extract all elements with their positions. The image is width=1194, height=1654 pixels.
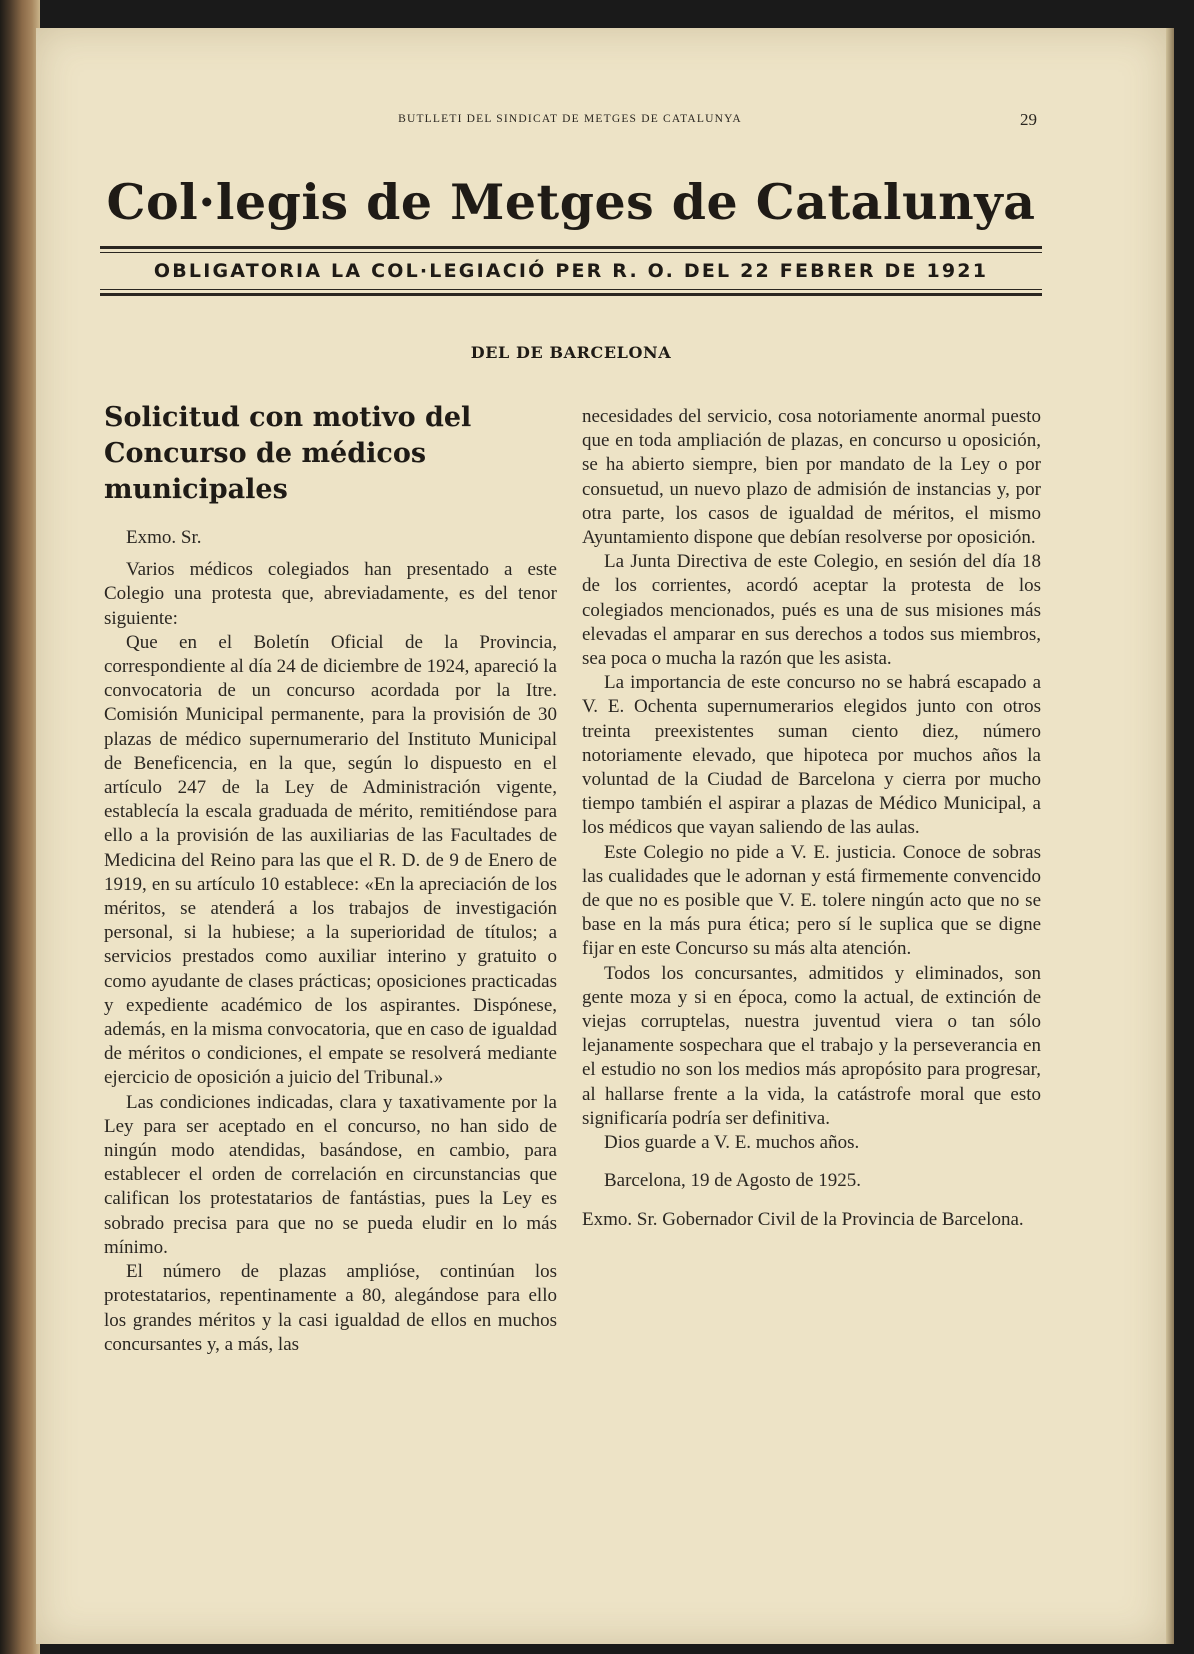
masthead-rule-bottom-thin (100, 289, 1042, 290)
masthead-rule-bottom-thick (100, 293, 1042, 296)
masthead-rule-top-thick (100, 246, 1042, 249)
column-left (104, 400, 557, 1357)
masthead-rule-top-thin (100, 252, 1042, 253)
section-label: DEL DE BARCELONA (470, 343, 672, 362)
page-number: 29 (1020, 110, 1037, 129)
paragraph: Todos los concursantes, admitidos y eliminados, son gente moza y si en época, como la actual, de extinción de viejas corruptelas, nuestra juventud viera o tan sólo lejanamente sospechara que el trabajo y la perseverancia en el estudio no son los medios más apropósito para progresar, al hallarse frente a la vida, la catástrofe moral que esto significaría podría ser definitiva. (582, 962, 1041, 1129)
paragraph: Este Colegio no pide a V. E. justicia. Conoce de sobras las cualidades que le adornan y está firmemente convencido de que no es posible que V. E. tolere ningún acto que no se base en la más pura ética; pero sí le suplica que se digne fijar en este Concurso su más alta atención. (582, 841, 1041, 960)
masthead-title: Col·legis de Metges de Catalunya (106, 173, 1036, 231)
paragraph: Las condiciones indicadas, clara y taxativamente por la Ley para ser aceptado en el concurso, no han sido de ningún modo atendidas, basándose, en cambio, para establecer el orden de correlación en circunstancias que califican los protestatarios de fantástias, pues la Ley es sobrado precisa para que no se pueda eludir en lo más mínimo. (104, 1091, 557, 1258)
paragraph: Que en el Boletín Oficial de la Provincia, correspondiente al día 24 de diciembre de 1924, apareció la convocatoria de un concurso acordada por la Itre. Comisión Municipal permanente, para la provisión de 30 plazas de médico supernumerario del Instituto Municipal de Beneficencia, en la que, según lo dispuesto en el artículo 247 de la Ley de Administración vigente, establecía la escala graduada de mérito, remitiéndose para ello a la provisión de las auxiliarias de las Facultades de Medicina del Reino para las que el R. D. de 9 de Enero de 1919, en su artículo 10 establece: «En la apreciación de los méritos, se atenderá a los trabajos de investigación personal, si la hubiese; a la superioridad de títulos; a servicios prestados como auxiliar interino y gratuito o como ayudante de clases prácticas; oposiciones practicadas y expediente académico de los aspirantes. Dispónese, además, en la misma convocatoria, que en caso de igualdad de méritos o condiciones, el empate se resolverá mediante ejercicio de oposición a juicio del Tribunal.» (104, 631, 557, 1089)
addressee: Exmo. Sr. Gobernador Civil de la Provincia de Barcelona. (582, 1208, 1024, 1230)
article-title: Solicitud con motivo del Concurso de médicos municipales (104, 402, 472, 505)
paragraph: La Junta Directiva de este Colegio, en sesión del día 18 de los corrientes, acordó aceptar la protesta de los colegiados mencionados, pués es una de sus misiones más elevadas el amparar en sus derechos a todos sus miembros, sea poca o mucha la razón que les asista. (582, 551, 1041, 670)
book-binding (0, 0, 40, 1654)
paragraph-split-start: El número de plazas amplióse, continúan los protestatarios, repentinamente a 80, alegándose para ello los grandes méritos y la casi igualdad de ellos en muchos concursantes y, a más, las (104, 1261, 557, 1355)
place-date: Barcelona, 19 de Agosto de 1925. (604, 1170, 861, 1192)
paragraph: La importancia de este concurso no se habrá escapado a V. E. Ochenta supernumerarios elegidos junto con otros treinta preexistentes suman ciento diez, número notoriamente elevado, que hipoteca por muchos años la voluntad de la Ciudad de Barcelona y cierra por mucho tiempo también el aspirar a plazas de Médico Municipal, a los médicos que vayan saliendo de las aulas. (582, 672, 1041, 839)
masthead-subtitle: OBLIGATORIA LA COL·LEGIACIÓ PER R. O. DEL 22 FEBRER DE 1921 (153, 260, 989, 282)
paragraph: Varios médicos colegiados han presentado a este Colegio una protesta que, abreviadamente, es del tenor siguiente: (104, 559, 557, 629)
salutation: Exmo. Sr. (126, 527, 202, 548)
page-edge (1166, 28, 1174, 1644)
running-head: BUTLLETI DEL SINDICAT DE METGES DE CATALUNYA (398, 113, 742, 125)
paragraph-split-end: necesidades del servicio, cosa notoriamente anormal puesto que en toda ampliación de plazas, en concurso u oposición, se ha abierto siempre, bien por mandato de la Ley o por consuetud, un nuevo plazo de admisión de instancias y, por otra parte, los casos de igualdad de méritos, el mismo Ayuntamiento dispone que debían resolverse por oposición. (582, 406, 1041, 549)
closing: Dios guarde a V. E. muchos años. (604, 1132, 860, 1154)
column-right (582, 405, 1041, 1232)
